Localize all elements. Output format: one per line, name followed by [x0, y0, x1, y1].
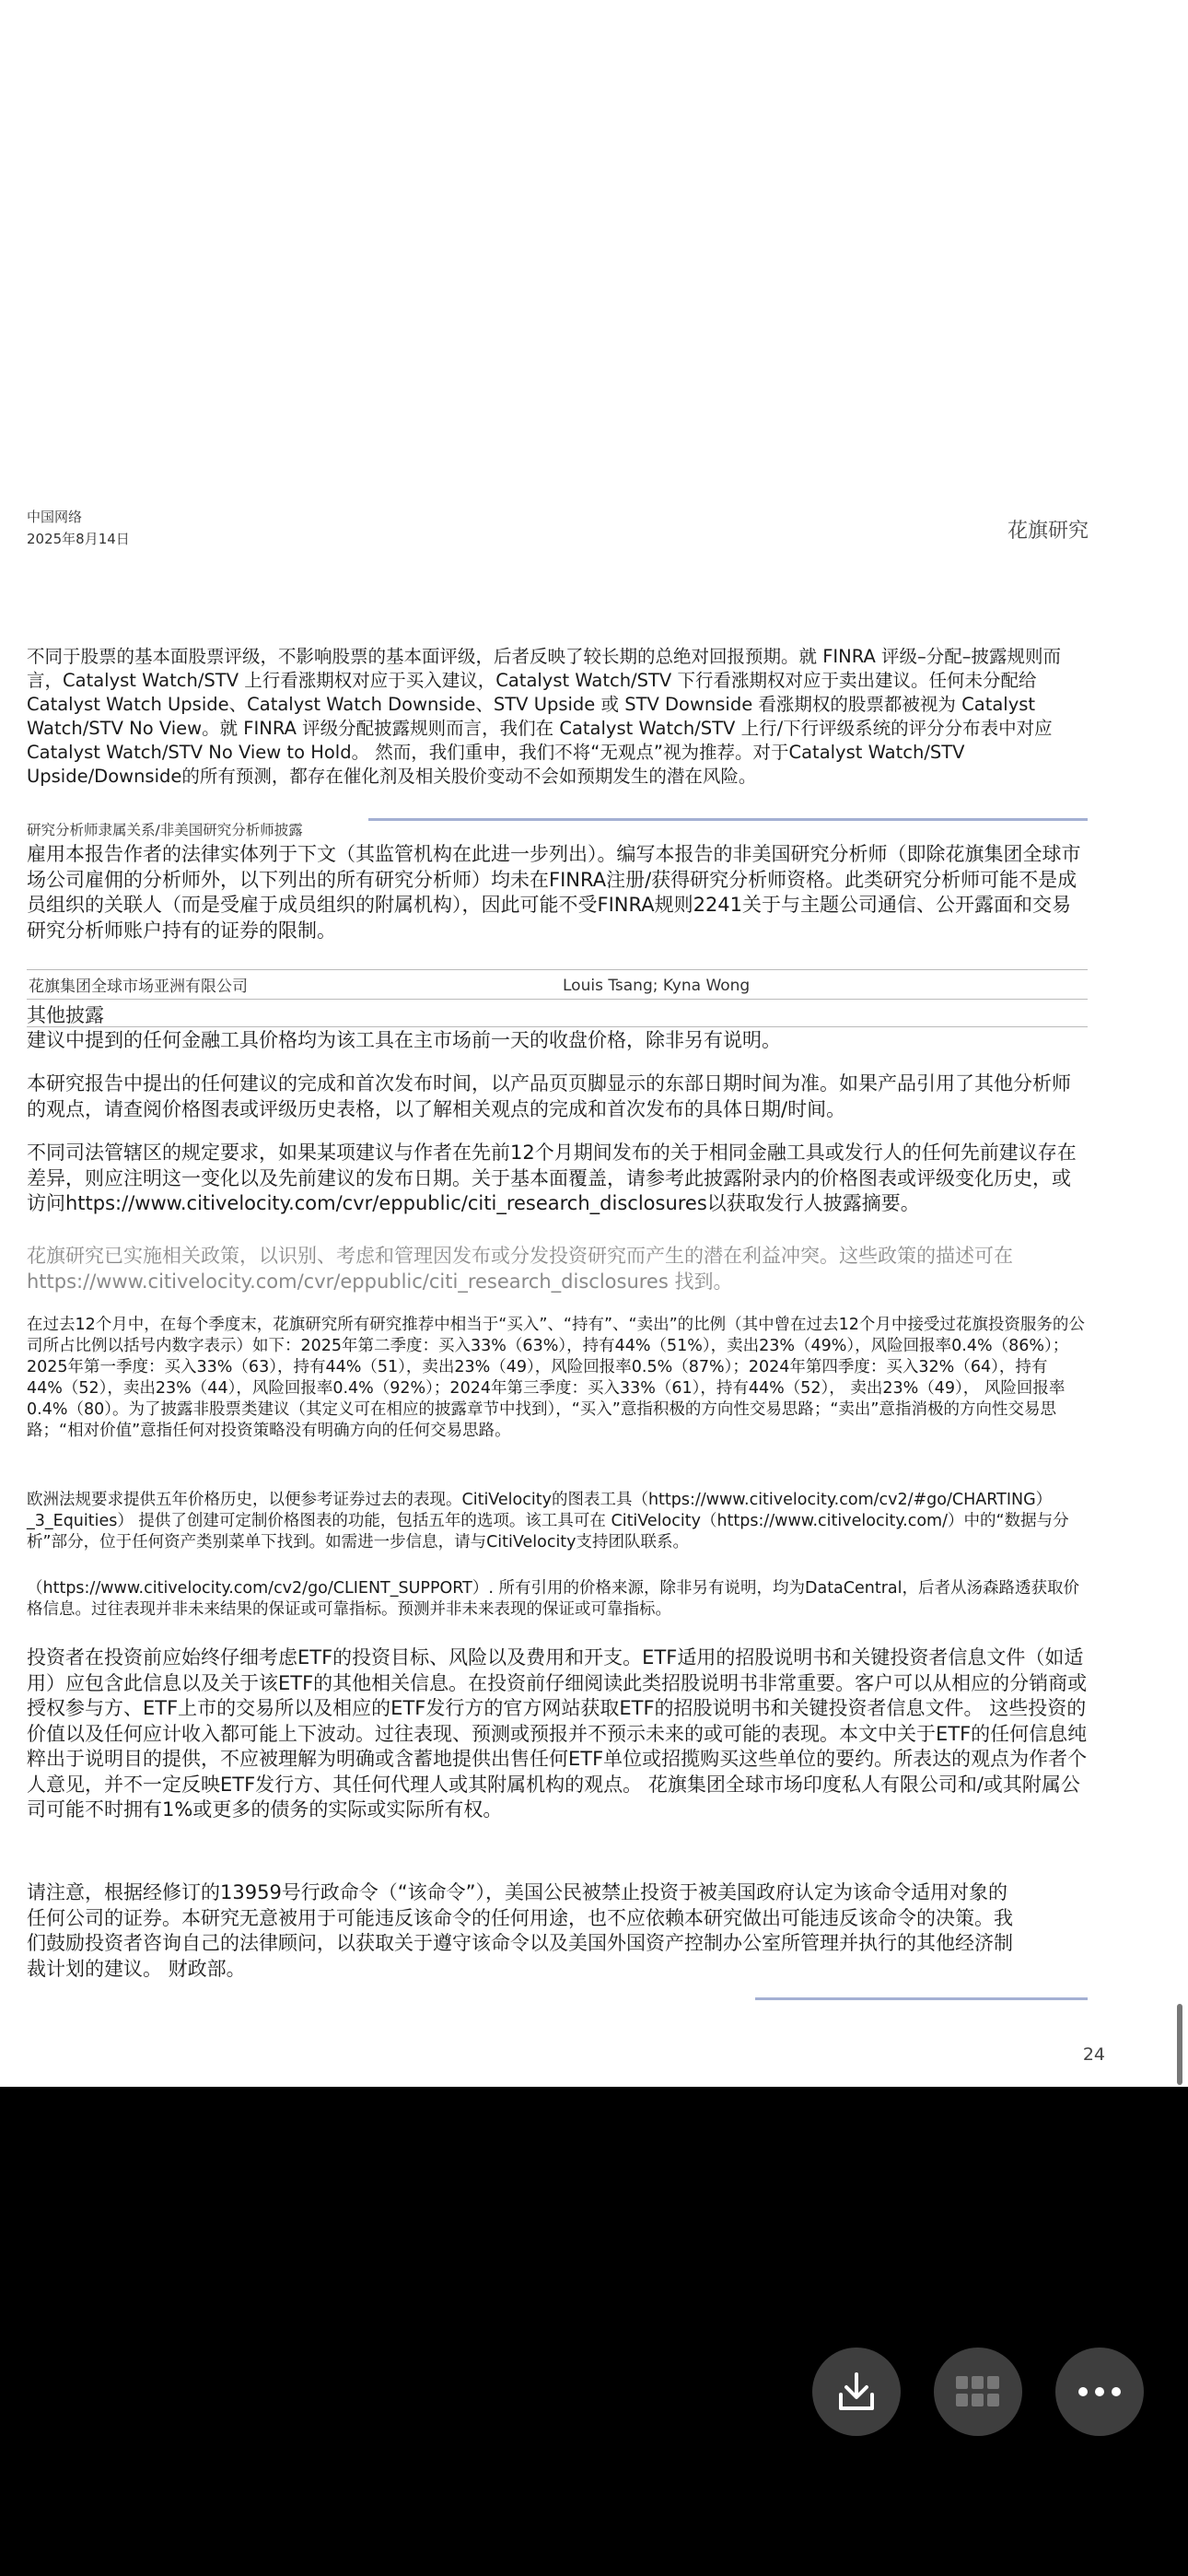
- grid-icon: [955, 2375, 1001, 2408]
- price-history-paragraph: 欧洲法规要求提供五年价格历史，以便参考证券过去的表现。CitiVelocity的图表工具（https://www.citivelocity.com/cv2/#go/CHARTING）_3_Equities） 提供了创建可定制价格图表的功能，包括五年的选项。该工具可在 CitiVelocity（https://www.citivelocity.com/）中的“数据与分析”部分，位于任何资产类别菜单下找到。如需进一步信息，请与CitiVelocity支持团队联系。: [27, 1491, 1069, 1551]
- grid-view-button[interactable]: [934, 2348, 1022, 2436]
- document-page[interactable]: [0, 482, 1188, 2087]
- divider: [27, 1026, 1088, 1027]
- viewer-background: [0, 2087, 1188, 2576]
- page-number: 24: [1082, 2044, 1105, 2065]
- entity-analysts: Louis Tsang; Kyna Wong: [563, 977, 751, 995]
- more-dots-icon: [1077, 2386, 1122, 2397]
- catalyst-paragraph: 不同于股票的基本面股票评级，不影响股票的基本面评级，后者反映了较长期的总绝对回报预期。就 FINRA 评级–分配–披露规则而言，Catalyst Watch/STV 上行看涨期权对应于买入建议，Catalyst Watch/STV 下行看涨期权对应于卖出建议。任何未分配给Catalyst Watch Upside、Catalyst Watch Downside、STV Upside 或 STV Downside 看涨期权的股票都被视为 Catalyst Watch/STV No View。就 FINRA 评级分配披露规则而言，我们在 Catalyst Watch/STV 上行/下行评级系统的评分分布表中对应 Catalyst Watch/STV No View to Hold。 然而，我们重申，我们不将“无观点”视为推荐。对于Catalyst Watch/STV Upside/Downside的所有预测，都存在催化剂及相关股价变动不会如预期发生的潜在风险。: [27, 646, 1062, 787]
- header-region: 中国网络: [27, 509, 83, 525]
- other-disclosures-title: 其他披露: [27, 1004, 104, 1026]
- price-source-paragraph: （https://www.citivelocity.com/cv2/go/CLIENT_SUPPORT）. 所有引用的价格来源，除非另有说明，均为DataCentral，后者从汤森路透获取价格信息。过往表现并非未来结果的保证或可靠指标。预测并非未来表现的保证或可靠指标。: [27, 1579, 1080, 1619]
- analyst-disclosure-paragraph: 雇用本报告作者的法律实体列于下文（其监管机构在此进一步列出）。编写本报告的非美国研究分析师（即除花旗集团全球市场公司雇佣的分析师外，以下列出的所有研究分析师）均未在FINRA注册/获得研究分析师资格。此类研究分析师可能不是成员组织的关联人（而是受雇于成员组织的附属机构），因此可能不受FINRA规则2241关于与主题公司通信、公开露面和交易研究分析师账户持有的证券的限制。: [27, 843, 1081, 942]
- executive-order-paragraph: 请注意，根据经修订的13959号行政命令（“该命令”），美国公民被禁止投资于被美国政府认定为该命令适用对象的任何公司的证券。本研究无意被用于可能违反该命令的任何用途，也不应依赖本研究做出可能违反该命令的决策。我们鼓励投资者咨询自己的法律顾问，以获取关于遵守该命令以及美国外国资产控制办公室所管理并执行的其他经济制裁计划的建议。 财政部。: [27, 1881, 1013, 1980]
- page-header-left: [27, 506, 130, 550]
- download-button[interactable]: [812, 2348, 901, 2436]
- disclosure-paragraph: 本研究报告中提出的任何建议的完成和首次发布时间，以产品页页脚显示的东部日期时间为准。如果产品引用了其他分析师的观点，请查阅价格图表或评级历史表格，以了解相关观点的完成和首次发布的具体日期/时间。: [27, 1072, 1071, 1120]
- analyst-section-title: 研究分析师隶属关系/非美国研究分析师披露: [27, 822, 303, 838]
- conflict-policy-paragraph: 花旗研究已实施相关政策，以识别、考虑和管理因发布或分发投资研究而产生的潜在利益冲突。这些政策的描述可在 https://www.citivelocity.com/cvr/eppublic/citi_research_disclosures 找到。: [27, 1245, 1013, 1293]
- disclosure-paragraph: 建议中提到的任何金融工具价格均为该工具在主市场前一天的收盘价格，除非另有说明。: [27, 1029, 781, 1051]
- scrollbar[interactable]: [1177, 2004, 1182, 2085]
- blank-top-area: [0, 0, 1188, 482]
- entity-name: 花旗集团全球市场亚洲有限公司: [29, 978, 248, 996]
- divider: [27, 999, 1088, 1000]
- header-date: 2025年8月14日: [27, 531, 130, 547]
- download-icon: [835, 2371, 878, 2413]
- disclosure-paragraph: 不同司法管辖区的规定要求，如果某项建议与作者在先前12个月期间发布的关于相同金融工具或发行人的任何先前建议存在差异，则应注明这一变化以及先前建议的发布日期。关于基本面覆盖，请参考此披露附录内的价格图表或评级变化历史，或访问https://www.citivelocity.com/cvr/eppublic/citi_research_disclosures以获取发行人披露摘要。: [27, 1142, 1077, 1214]
- etf-paragraph: 投资者在投资前应始终仔细考虑ETF的投资目标、风险以及费用和开支。ETF适用的招股说明书和关键投资者信息文件（如适用）应包含此信息以及关于该ETF的其他相关信息。在投资前仔细阅读此类招股说明书非常重要。客户可以从相应的分销商或授权参与方、ETF上市的交易所以及相应的ETF发行方的官方网站获取ETF的招股说明书和关键投资者信息文件。 这些投资的价值以及任何应计收入都可能上下波动。过往表现、预测或预报并不预示未来的或可能的表现。本文中关于ETF的任何信息纯粹出于说明目的提供，不应被理解为明确或含蓄地提供出售任何ETF单位或招揽购买这些单位的要约。所表达的观点为作者个人意见，并不一定反映ETF发行方、其任何代理人或其附属机构的观点。 花旗集团全球市场印度私人有限公司和/或其附属公司可能不时拥有1%或更多的债务的实际或实际所有权。: [27, 1646, 1088, 1821]
- divider: [27, 969, 1088, 970]
- header-brand: 花旗研究: [1007, 520, 1089, 543]
- ratings-distribution-paragraph: 在过去12个月中，在每个季度末，花旗研究所有研究推荐中相当于“买入”、“持有”、“卖出”的比例（其中曾在过去12个月中接受过花旗投资服务的公司所占比例以括号内数字表示）如下：2025年第二季度：买入33%（63%），持有44%（51%），卖出23%（49%），风险回报率0.4%（86%）；2025年第一季度：买入33%（63），持有44%（51），卖出23%（49），风险回报率0.5%（87%）；2024年第四季度：买入32%（64），持有44%（52），卖出23%（44），风险回报率0.4%（92%）；2024年第三季度：买入33%（61），持有44%（52）， 卖出23%（49）， 风险回报率0.4%（80）。为了披露非股票类建议（其定义可在相应的披露章节中找到），“买入”意指积极的方向性交易思路；“卖出”意指消极的方向性交易思路；“相对价值”意指任何对投资策略没有明确方向的任何交易思路。: [27, 1316, 1085, 1440]
- more-options-button[interactable]: [1055, 2348, 1144, 2436]
- divider: [755, 1997, 1088, 2000]
